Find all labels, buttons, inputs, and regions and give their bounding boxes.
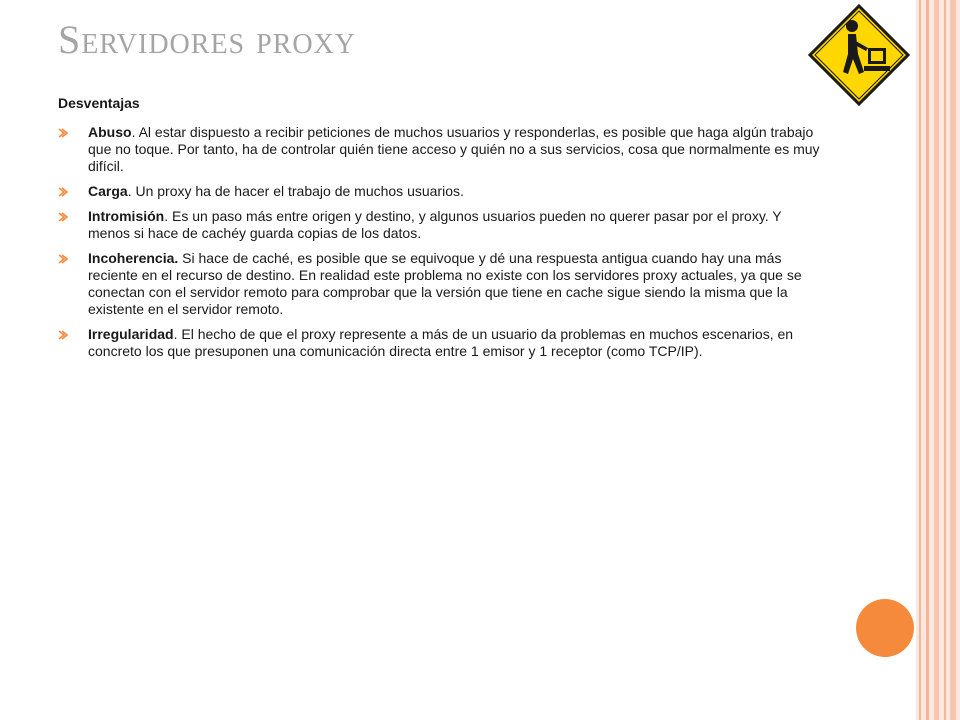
item-term: Carga bbox=[88, 183, 128, 199]
arrow-bullet-icon bbox=[58, 187, 68, 197]
under-construction-sign-icon bbox=[808, 4, 910, 106]
arrow-bullet-icon bbox=[58, 128, 68, 138]
list-item bbox=[58, 183, 826, 200]
list-item bbox=[58, 250, 826, 318]
bullet-list bbox=[58, 124, 826, 368]
item-term: Irregularidad bbox=[88, 326, 174, 342]
arrow-bullet-icon bbox=[58, 254, 68, 264]
subtitle: Desventajas bbox=[58, 95, 140, 111]
item-term: Intromisión bbox=[88, 208, 165, 224]
item-term: Abuso bbox=[88, 124, 132, 140]
item-text: . Al estar dispuesto a recibir peticiones de muchos usuarios y responderlas, es posible que haga algún trabajo que no toque. Por tanto, ha de controlar quién tiene acceso y quién no a sus servicios, cosa que normalmente es muy difícil. bbox=[88, 124, 820, 174]
item-text: Si hace de caché, es posible que se equivoque y dé una respuesta antigua cuando hay una más reciente en el recurso de destino. En realidad este problema no existe con los servidores proxy actuales, ya que se conectan con el servidor remoto para comprobar que la versión que tiene en cache sigue siendo la misma que la existente en el servidor remoto. bbox=[88, 250, 802, 317]
list-item bbox=[58, 326, 826, 360]
item-text: . Es un paso más entre origen y destino, y algunos usuarios pueden no querer pasar por el proxy. Y menos si hace de cachéy guarda copias de los datos. bbox=[88, 208, 782, 241]
list-item bbox=[58, 208, 826, 242]
slide-title: Servidores proxy bbox=[58, 17, 357, 62]
item-text: . Un proxy ha de hacer el trabajo de muchos usuarios. bbox=[127, 183, 464, 199]
arrow-bullet-icon bbox=[58, 330, 68, 340]
item-text: . El hecho de que el proxy represente a más de un usuario da problemas en muchos escenarios, en concreto los que presuponen una comunicación directa entre 1 emisor y 1 receptor (como TCP/IP). bbox=[88, 326, 794, 359]
decorative-stripes bbox=[916, 0, 960, 720]
decorative-circle bbox=[856, 599, 914, 657]
arrow-bullet-icon bbox=[58, 212, 68, 222]
item-term: Incoherencia. bbox=[88, 250, 179, 266]
list-item bbox=[58, 124, 826, 175]
